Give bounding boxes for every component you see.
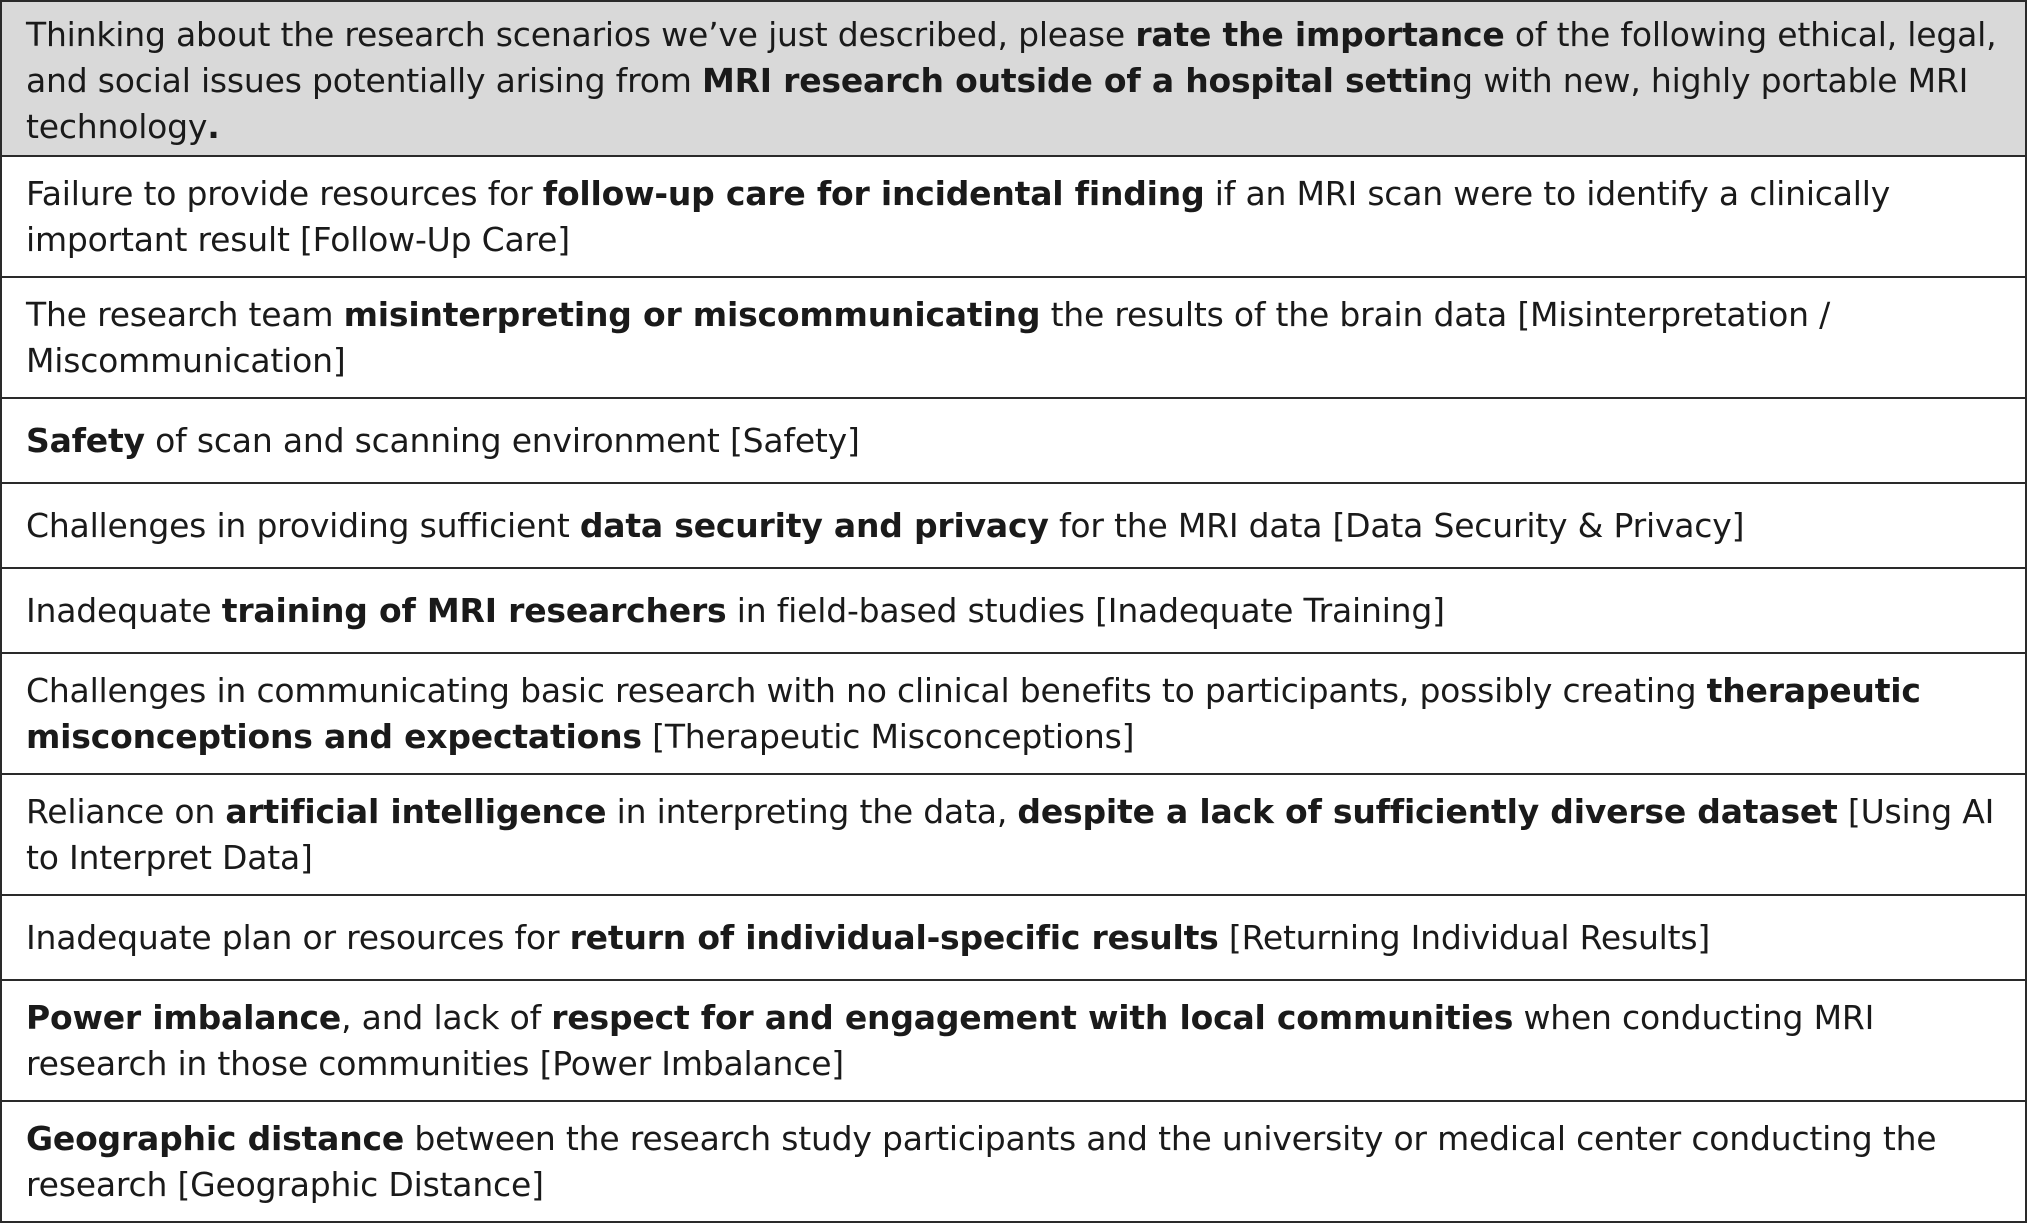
issue-row-data-security [2,482,2025,567]
body-text: between the research study participants and the university or medical center conducting the research [Geographic Distance] [26,1118,1937,1204]
issue-row-ai-interpretation [2,773,2025,894]
body-text: of the following ethical, legal, and social issues potentially arising from [26,14,1997,100]
body-text: when conducting MRI research in those communities [Power Imbalance] [26,997,1875,1083]
emphasis-text: despite a lack of sufficiently diverse dataset [1017,791,1838,831]
body-text: [Therapeutic Misconceptions] [641,716,1135,756]
emphasis-text: artificial intelligence [225,791,607,831]
emphasis-text: therapeutic misconceptions and expectations [26,670,1921,756]
body-text: Challenges in providing sufficient [26,505,580,545]
emphasis-text: misinterpreting or miscommunicating [343,294,1041,334]
emphasis-text: . [207,106,220,146]
issue-text [26,668,2001,760]
body-text: [Returning Individual Results] [1218,917,1711,957]
body-text: , and lack of [341,997,552,1037]
body-text: for the MRI data [Data Security & Privacy] [1048,505,1745,545]
question-header [2,2,2025,155]
emphasis-text: rate the importance [1135,14,1505,54]
body-text: Challenges in communicating basic research with no clinical benefits to participants, possibly creating [26,670,1707,710]
emphasis-text: MRI research outside of a hospital settin [701,60,1453,100]
issue-row-returning-results [2,894,2025,979]
issue-row-safety [2,397,2025,482]
issue-text [26,995,2001,1087]
issue-text [26,418,2001,464]
body-text: [Using AI to Interpret Data] [26,791,1995,877]
issue-row-therapeutic-misconceptions [2,652,2025,773]
emphasis-text: Geographic distance [26,1118,405,1158]
body-text: Reliance on [26,791,226,831]
emphasis-text: data security and privacy [579,505,1049,545]
emphasis-text: Safety [26,420,145,460]
body-text: The research team [26,294,344,334]
issue-text [26,588,2001,634]
issue-row-misinterpretation [2,276,2025,397]
issue-text [26,503,2001,549]
emphasis-text: training of MRI researchers [221,590,727,630]
body-text: in field-based studies [Inadequate Training] [726,590,1445,630]
issue-text [26,789,2001,881]
body-text: if an MRI scan were to identify a clinically important result [Follow-Up Care] [26,173,1891,259]
question-text [26,12,2001,150]
issue-text [26,292,2001,384]
issue-row-follow-up-care [2,155,2025,276]
body-text: Thinking about the research scenarios we’ve just described, please [26,14,1136,54]
body-text: g with new, highly portable MRI technology [26,60,1969,146]
body-text: Inadequate [26,590,222,630]
body-text: the results of the brain data [Misinterpretation / Miscommunication] [26,294,1831,380]
issue-row-power-imbalance [2,979,2025,1100]
emphasis-text: respect for and engagement with local communities [551,997,1514,1037]
issue-text [26,915,2001,961]
body-text: of scan and scanning environment [Safety] [144,420,860,460]
emphasis-text: Power imbalance [26,997,342,1037]
body-text: in interpreting the data, [606,791,1018,831]
emphasis-text: return of individual-specific results [569,917,1219,957]
body-text: Failure to provide resources for [26,173,543,213]
body-text: Inadequate plan or resources for [26,917,570,957]
emphasis-text: follow-up care for incidental finding [542,173,1205,213]
issue-row-inadequate-training [2,567,2025,652]
issue-row-geographic-distance [2,1100,2025,1221]
issue-text [26,171,2001,263]
issue-text [26,1116,2001,1208]
